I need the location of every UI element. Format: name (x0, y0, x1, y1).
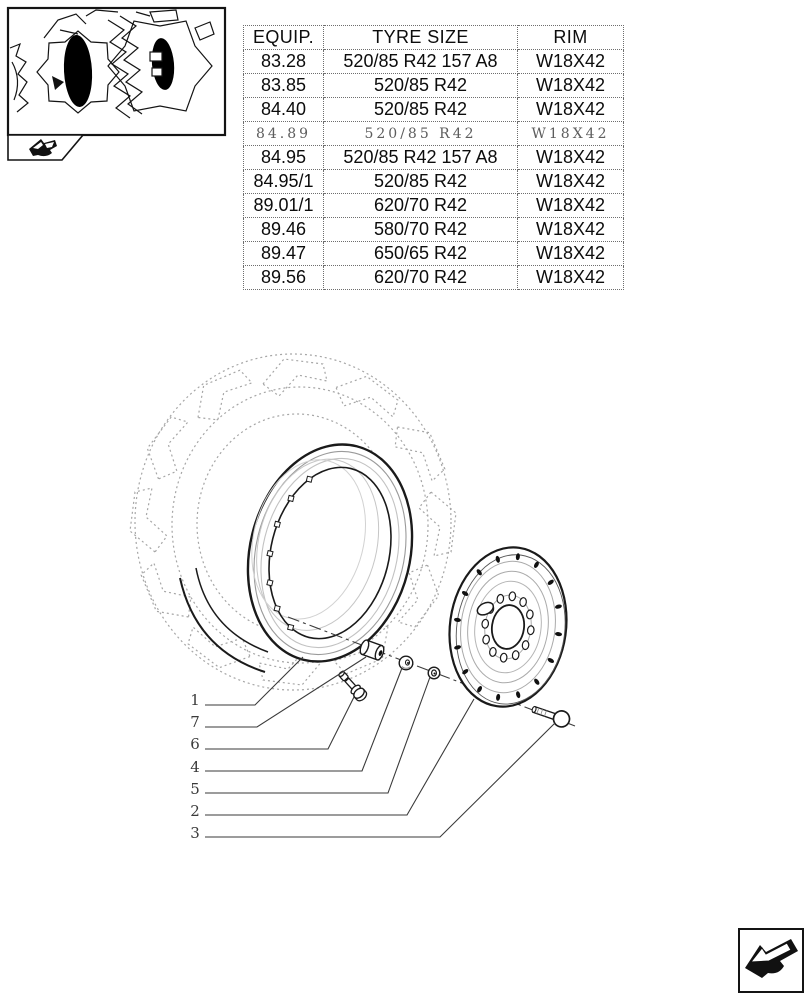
rim-cell: W18X42 (518, 122, 624, 146)
equip-cell: 84.95 (244, 146, 324, 170)
callout-1: 1 (190, 691, 200, 709)
table-row (244, 266, 624, 290)
table-row (244, 242, 624, 266)
tyre-cell: 620/70 R42 (324, 266, 518, 290)
wheel-disc (439, 540, 576, 715)
tyre-cell: 520/85 R42 (324, 170, 518, 194)
disc-bolt (530, 701, 572, 729)
rim-cell: W18X42 (518, 170, 624, 194)
tyre-rim-table (243, 25, 624, 290)
thumbnail-frame (8, 8, 225, 135)
back-nav-tab[interactable] (8, 135, 83, 160)
rim-cell: W18X42 (518, 146, 624, 170)
equip-cell: 89.56 (244, 266, 324, 290)
tyre-cell: 520/85 R42 (324, 98, 518, 122)
table-row (244, 74, 624, 98)
tyre-cell: 580/70 R42 (324, 218, 518, 242)
tyre-cell: 520/85 R42 (324, 74, 518, 98)
rim-cell: W18X42 (518, 98, 624, 122)
callout-3: 3 (190, 824, 200, 842)
equip-cell: 89.01/1 (244, 194, 324, 218)
rim-cell: W18X42 (518, 242, 624, 266)
equip-cell: 84.95/1 (244, 170, 324, 194)
table-header-row (244, 26, 624, 50)
rim-cell: W18X42 (518, 266, 624, 290)
tyre-cell: 620/70 R42 (324, 194, 518, 218)
callout-2: 2 (190, 802, 200, 820)
equip-cell: 89.47 (244, 242, 324, 266)
tyre-cell: 650/65 R42 (324, 242, 518, 266)
tyre-cell: 520/85 R42 157 A8 (324, 146, 518, 170)
callout-7: 7 (190, 713, 200, 731)
tractor-thumbnail (8, 8, 225, 160)
equip-cell: 89.46 (244, 218, 324, 242)
rim-cell: W18X42 (518, 218, 624, 242)
table-row (244, 98, 624, 122)
rim (226, 427, 434, 679)
tyre-cell: 520/85 R42 157 A8 (324, 50, 518, 74)
table-row-draft (244, 122, 624, 146)
equip-cell: 84.89 (244, 122, 324, 146)
table-row (244, 218, 624, 242)
callout-5: 5 (190, 780, 200, 798)
table-row (244, 194, 624, 218)
equip-cell: 83.28 (244, 50, 324, 74)
table-row (244, 50, 624, 74)
forward-nav-box[interactable] (739, 929, 803, 992)
rim-cell: W18X42 (518, 194, 624, 218)
callout-4: 4 (190, 758, 200, 776)
table-row (244, 146, 624, 170)
rim-nut (359, 639, 386, 661)
cap-nut (399, 656, 413, 670)
callout-6: 6 (190, 735, 200, 753)
column-header-rim: RIM (518, 26, 624, 50)
column-header-equip: EQUIP. (244, 26, 324, 50)
column-header-tyre-size: TYRE SIZE (324, 26, 518, 50)
rim-cell: W18X42 (518, 50, 624, 74)
tyre-cell: 520/85 R42 (324, 122, 518, 146)
rim-cell: W18X42 (518, 74, 624, 98)
equip-cell: 84.40 (244, 98, 324, 122)
table-row (244, 170, 624, 194)
equip-cell: 83.85 (244, 74, 324, 98)
